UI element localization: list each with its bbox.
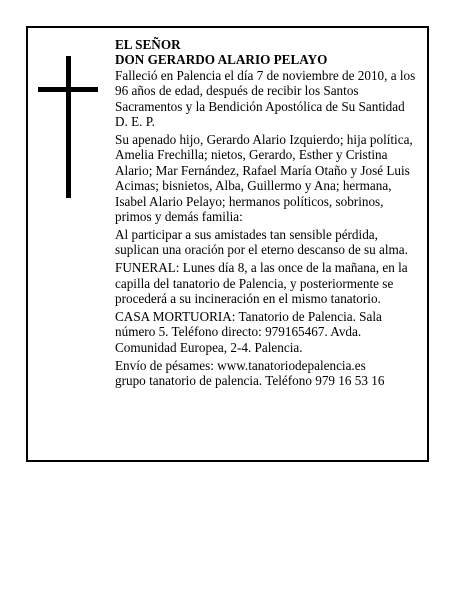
condolences-paragraph: [115, 358, 420, 389]
latin-cross-icon: [38, 56, 98, 198]
cross-horizontal-bar: [38, 87, 98, 92]
funeral-paragraph: FUNERAL: Lunes día 8, a las once de la mañana, en la capilla del tanatorio de Palencia, y posteriormente se procederá a su incineración en el mismo tanatorio.: [115, 260, 408, 306]
mortuary-paragraph: CASA MORTUORIA: Tanatorio de Palencia. Sala número 5. Teléfono directo: 979165467. Avda. Comunidad Europea, 2-4. Palencia.: [115, 308, 382, 355]
condolences-phone-line: grupo tanatorio de palencia. Teléfono 979 16 53 16: [115, 373, 385, 389]
obituary-heading: [115, 37, 420, 68]
request-paragraph: Al participar a sus amistades tan sensible pérdida, suplican una oración por el eterno descanso de su alma.: [115, 226, 408, 258]
obituary-text: [115, 37, 420, 391]
deceased-name: DON GERARDO ALARIO PELAYO: [115, 52, 328, 68]
heading-title-line: EL SEÑOR: [115, 37, 181, 52]
condolences-website-line: Envío de pésames: www.tanatoriodepalencia.es: [115, 357, 366, 373]
family-paragraph: Su apenado hijo, Gerardo Alario Izquierdo; hija política, Amelia Frechilla; nietos, Gerardo, Esther y Cristina Alario; Mar Fernández, Rafael María Otaño y José Luis Acimas; bisnietos, Alba, Guillermo y Ana; hermana, Isabel Alario Pelayo; hermanos políticos, sobrinos, primos y demás familia:: [115, 131, 413, 224]
death-paragraph: Falleció en Palencia el día 7 de noviembre de 2010, a los 96 años de edad, después de recibir los Santos Sacramentos y la Bendición Apostólica de Su Santidad D. E. P.: [115, 67, 416, 130]
cross-vertical-bar: [66, 56, 71, 198]
